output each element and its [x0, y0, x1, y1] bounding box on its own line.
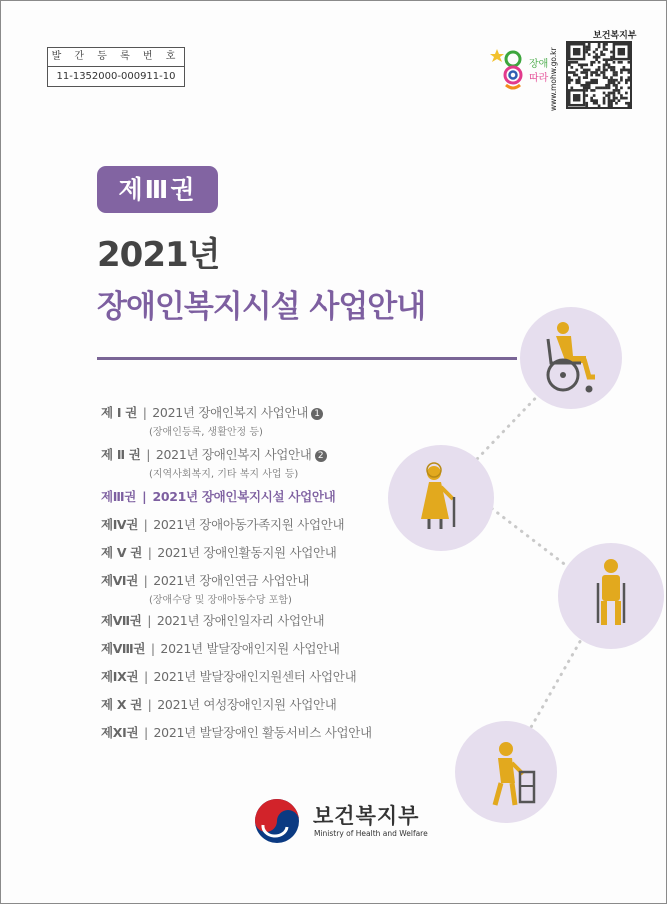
volume-separator: |: [143, 613, 155, 628]
volume-subtitle: (장애인등록, 생활안정 등): [149, 427, 263, 438]
volume-subtitle: (지역사회복지, 기타 복지 사업 등): [149, 469, 299, 480]
volume-separator: |: [140, 669, 152, 684]
volume-item: [101, 695, 337, 713]
volume-item: [101, 667, 356, 685]
volume-item: [101, 403, 323, 438]
volume-number-badge: 2: [315, 450, 327, 462]
volume-separator: |: [139, 517, 152, 532]
volume-item: [101, 723, 372, 741]
volume-line: [101, 639, 340, 657]
registration-label: 발 간 등 록 번 호: [48, 48, 184, 67]
volume-title: 2021년 발달장애인지원 사업안내: [160, 641, 340, 656]
walker-user-illustration: [455, 721, 557, 823]
volume-separator: |: [140, 725, 152, 740]
qr-url: www.mohw.go.kr: [549, 47, 558, 111]
volume-separator: |: [144, 697, 156, 712]
volume-line: [101, 487, 335, 505]
volume-separator: |: [144, 545, 156, 560]
volume-title: 2021년 장애인복지시설 사업안내: [152, 489, 336, 504]
volume-label: 제Ⅷ권: [101, 641, 146, 656]
volume-title: 2021년 장애인일자리 사업안내: [156, 613, 325, 628]
volume-line: [101, 445, 327, 463]
volume-label: 제Ⅶ권: [101, 613, 142, 628]
volume-label: 제 Ⅱ 권: [101, 447, 141, 462]
volume-item: [101, 639, 340, 657]
volume-item: [101, 445, 327, 480]
volume-item: [101, 487, 335, 505]
volume-separator: |: [142, 447, 154, 462]
volume-label: 제Ⅺ권: [101, 725, 139, 740]
volume-title: 2021년 장애아동가족지원 사업안내: [153, 517, 345, 532]
volume-title: 2021년 장애인복지 사업안내: [152, 405, 308, 420]
crutches-user-illustration: [558, 543, 664, 649]
volume-subtitle: (장애수당 및 장애아동수당 포함): [149, 595, 292, 606]
qr-title: 보건복지부: [593, 31, 637, 41]
volume-separator: |: [147, 641, 159, 656]
volume-line: [101, 611, 324, 629]
volume-title: 2021년 장애인활동지원 사업안내: [157, 545, 337, 560]
volume-line: [101, 667, 356, 685]
volume-line: [101, 571, 309, 589]
volume-label: 제 Ⅰ 권: [101, 405, 138, 420]
main-title: 장애인복지시설 사업안내: [97, 289, 426, 325]
volume-line: [101, 403, 323, 421]
volume-title: 2021년 장애인연금 사업안내: [153, 573, 309, 588]
volume-label: 제 Ⅹ 권: [101, 697, 142, 712]
volume-badge: 제Ⅲ권: [97, 166, 218, 213]
volume-label: 제Ⅳ권: [101, 517, 138, 532]
wheelchair-user-illustration: [520, 307, 622, 409]
ministry-english-name: Ministry of Health and Welfare: [314, 829, 428, 838]
volume-number-badge: 1: [311, 408, 323, 420]
volume-label: 제Ⅸ권: [101, 669, 139, 684]
volume-item: [101, 543, 337, 561]
ministry-taegeuk-logo: [253, 797, 301, 845]
volume-item: [101, 515, 344, 533]
ministry-name: 보건복지부: [313, 804, 420, 828]
volume-title: 2021년 장애인복지 사업안내: [155, 447, 312, 462]
volume-line: [101, 515, 344, 533]
volume-label: 제Ⅲ권: [101, 489, 137, 504]
volume-line: [101, 723, 372, 741]
year-title: 2021년: [97, 235, 220, 275]
volume-label: 제 Ⅴ 권: [101, 545, 143, 560]
volume-item: [101, 571, 309, 606]
volume-separator: |: [139, 405, 151, 420]
volume-title: 2021년 발달장애인 활동서비스 사업안내: [153, 725, 372, 740]
volume-line: [101, 543, 337, 561]
elderly-woman-illustration: [388, 445, 494, 551]
emblem-text-top: 장애: [529, 59, 549, 70]
volume-item: [101, 611, 324, 629]
volume-label: 제Ⅵ권: [101, 573, 138, 588]
registration-number: 11-1352000-000911-10: [56, 71, 176, 82]
volume-title: 2021년 여성장애인지원 사업안내: [157, 697, 337, 712]
volume-separator: |: [140, 573, 152, 588]
volume-separator: |: [138, 489, 151, 504]
volume-title: 2021년 발달장애인지원센터 사업안내: [153, 669, 357, 684]
emblem-text-bottom: 따라: [529, 73, 549, 84]
volume-line: [101, 695, 337, 713]
